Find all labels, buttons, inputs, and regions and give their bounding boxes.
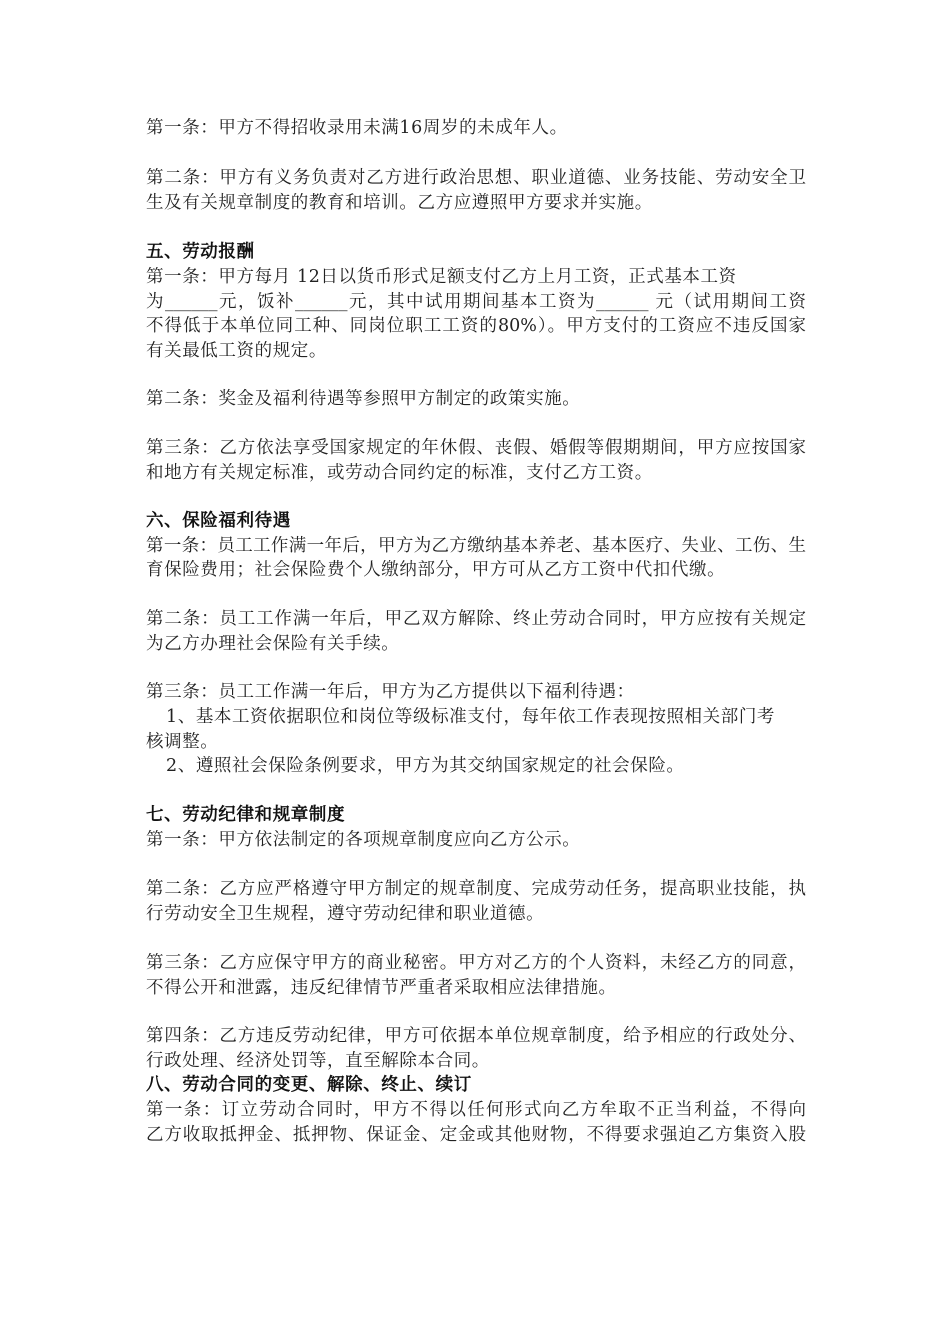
paragraph-line: 第一条：甲方每月 12日以货币形式足额支付乙方上月工资，正式基本工资	[146, 267, 737, 287]
paragraph-line: 2、遵照社会保险条例要求，甲方为其交纳国家规定的社会保险。	[166, 756, 685, 776]
paragraph-line: 第二条：奖金及福利待遇等参照甲方制定的政策实施。	[146, 389, 581, 409]
paragraph-line: 核调整。	[146, 732, 219, 752]
paragraph-line: 生及有关规章制度的教育和培训。乙方应遵照甲方要求并实施。	[146, 193, 653, 213]
section-heading: 六、保险福利待遇	[146, 511, 291, 531]
paragraph-line: 乙方收取抵押金、抵押物、保证金、定金或其他财物，不得要求强迫乙方集资入股	[146, 1125, 806, 1145]
paragraph-line: 第三条：员工工作满一年后，甲方为乙方提供以下福利待遇：	[146, 682, 635, 702]
paragraph-line: 行政处理、经济处罚等，直至解除本合同。	[146, 1051, 490, 1071]
paragraph-line: 第一条：订立劳动合同时，甲方不得以任何形式向乙方牟取不正当利益，不得向	[146, 1100, 806, 1120]
paragraph-line: 和地方有关规定标准，或劳动合同约定的标准，支付乙方工资。	[146, 463, 653, 483]
paragraph-line: 第四条：乙方违反劳动纪律，甲方可依据本单位规章制度，给予相应的行政处分、	[146, 1026, 806, 1046]
paragraph-line: 1、基本工资依据职位和岗位等级标准支付，每年依工作表现按照相关部门考	[166, 707, 776, 727]
section-heading: 八、劳动合同的变更、解除、终止、续订	[146, 1075, 472, 1095]
section-heading: 七、劳动纪律和规章制度	[146, 805, 346, 825]
paragraph-line: 第一条：甲方依法制定的各项规章制度应向乙方公示。	[146, 830, 581, 850]
paragraph-line: 为______元，饭补______元，其中试用期间基本工资为______ 元（试用期间工资	[146, 292, 806, 312]
section-heading: 五、劳动报酬	[146, 242, 255, 262]
paragraph-line: 不得低于本单位同工种、同岗位职工工资的80%）。甲方支付的工资应不违反国家	[146, 316, 806, 336]
paragraph-line: 第一条：员工工作满一年后，甲方为乙方缴纳基本养老、基本医疗、失业、工伤、生	[146, 536, 806, 556]
paragraph-line: 行劳动安全卫生规程，遵守劳动纪律和职业道德。	[146, 904, 545, 924]
paragraph-line: 第三条：乙方应保守甲方的商业秘密。甲方对乙方的个人资料，未经乙方的同意，	[146, 953, 806, 973]
paragraph-line: 第二条：甲方有义务负责对乙方进行政治思想、职业道德、业务技能、劳动安全卫	[146, 168, 806, 188]
paragraph-line: 第二条：乙方应严格遵守甲方制定的规章制度、完成劳动任务，提高职业技能，执	[146, 879, 806, 899]
paragraph-line: 育保险费用；社会保险费个人缴纳部分，甲方可从乙方工资中代扣代缴。	[146, 560, 726, 580]
paragraph-line: 为乙方办理社会保险有关手续。	[146, 634, 400, 654]
paragraph-line: 不得公开和泄露，违反纪律情节严重者采取相应法律措施。	[146, 978, 617, 998]
paragraph-line: 第一条：甲方不得招收录用未满16周岁的未成年人。	[146, 118, 568, 138]
paragraph-line: 有关最低工资的规定。	[146, 341, 327, 361]
paragraph-line: 第二条：员工工作满一年后，甲乙双方解除、终止劳动合同时，甲方应按有关规定	[146, 609, 806, 629]
paragraph-line: 第三条：乙方依法享受国家规定的年休假、丧假、婚假等假期期间，甲方应按国家	[146, 438, 806, 458]
